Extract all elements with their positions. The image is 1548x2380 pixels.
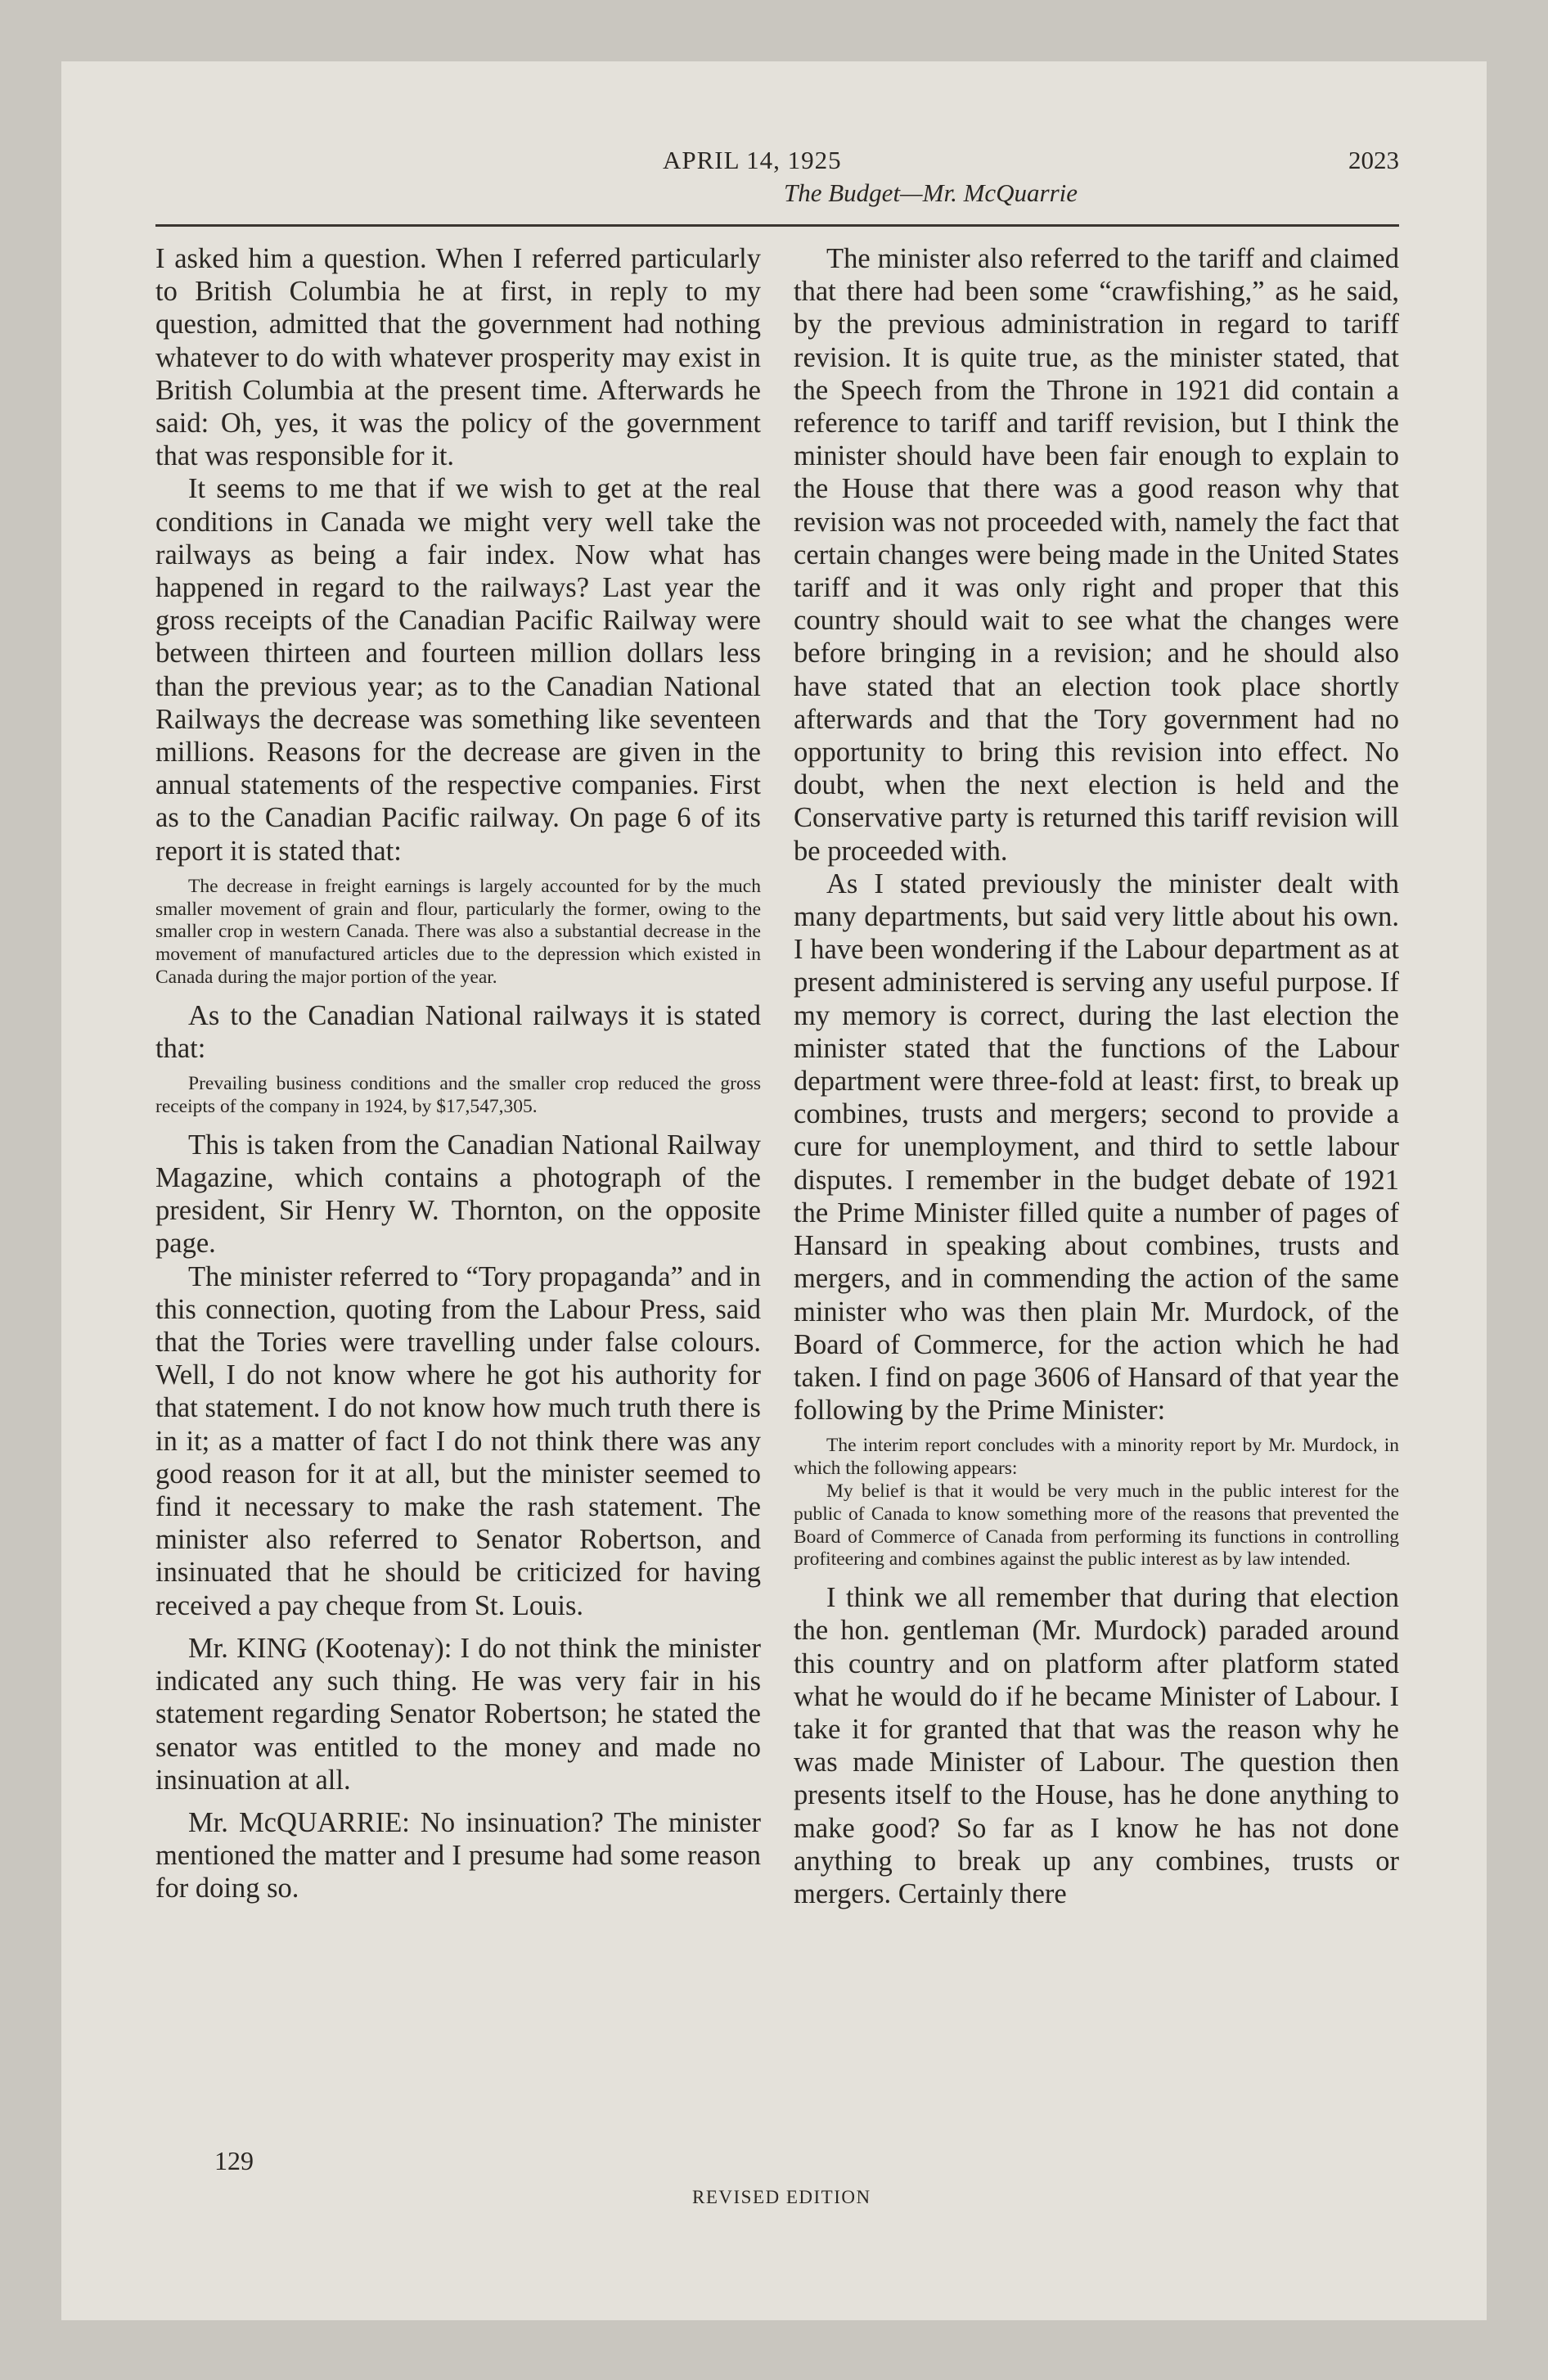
header-date: APRIL 14, 1925 <box>663 146 842 174</box>
block-quote <box>155 876 761 989</box>
header-page-number: 2023 <box>1348 146 1399 174</box>
block-quote <box>155 1073 761 1119</box>
paragraph: As to the Canadian National railways it is stated that: <box>155 999 761 1065</box>
left-column <box>155 242 761 1905</box>
quote-text: The interim report concludes with a minority report by Mr. Murdock, in which the following appears: <box>794 1435 1399 1480</box>
signature-number: 129 <box>214 2146 254 2175</box>
edition-label: REVISED EDITION <box>692 2187 871 2207</box>
header-rule <box>155 224 1399 227</box>
header-title: The Budget—Mr. McQuarrie <box>784 178 1078 207</box>
page-header <box>155 146 1399 219</box>
right-column <box>794 242 1399 1910</box>
paragraph: As I stated previously the minister dealt with many departments, but said very little about his own. I have been wondering if the Labour department as at present administered is serving any useful purpose. If my memory is correct, during the last election the minister stated that the functions of the Labour department were three-fold at least: first, to break up combines, trusts and mergers; second to provide a cure for unemployment, and third to settle labour disputes. I remember in the budget debate of 1921 the Prime Minister filled quite a number of pages of Hansard in speaking about combines, trusts and mergers, and in commending the action of the same minister who was then plain Mr. Murdock, of the Board of Commerce, for the action which he had taken. I find on page 3606 of Hansard of that year the following by the Prime Minister: <box>794 868 1399 1427</box>
quote-text: Prevailing business conditions and the smaller crop reduced the gross receipts of the company in 1924, by $17,547,305. <box>155 1073 761 1118</box>
paragraph: The minister also referred to the tariff and claimed that there had been some “crawfishing,” as he said, by the previous administration in regard to tariff revision. It is quite true, as the minister stated, that the Speech from the Throne in 1921 did contain a reference to tariff and tariff revision, but I think the minister should have been fair enough to explain to the House that there was a good reason why that revision was not proceeded with, namely the fact that certain changes were being made in the United States tariff and it was only right and proper that this country should wait to see what the changes were before bringing in a revision; and he should also have stated that an election took place shortly afterwards and that the Tory government had no opportunity to bring this revision into effect. No doubt, when the next election is held and the Conservative party is returned this tariff revision will be proceeded with. <box>794 243 1399 867</box>
quote-text: The decrease in freight earnings is largely accounted for by the much smaller movement of grain and flour, particularly the former, owing to the smaller crop in western Canada. There was also a substantial decrease in the movement of manufactured articles due to the depression which existed in Canada during the major portion of the year. <box>155 875 761 989</box>
quote-text: My belief is that it would be very much in the public interest for the public of Canada to know something more of the reasons that prevented the Board of Commerce of Canada from performing its functions in controlling profiteering and combines against the public interest as by law intended. <box>794 1480 1399 1571</box>
paragraph: It seems to me that if we wish to get at the real conditions in Canada we might very well take the railways as being a fair index. Now what has happened in regard to the railways? Last year the gross receipts of the Canadian Pacific Railway were between thirteen and fourteen million dollars less than the previous year; as to the Canadian National Railways the decrease was something like seventeen millions. Reasons for the decrease are given in the annual statements of the respective companies. First as to the Canadian Pacific railway. On page 6 of its report it is stated that: <box>155 473 761 867</box>
paragraph: I asked him a question. When I referred particularly to British Columbia he at first, in reply to my question, admitted that the government had nothing whatever to do with whatever prosperity may exist in British Columbia at the present time. Afterwards he said: Oh, yes, it was the policy of the government that was responsible for it. <box>155 243 761 472</box>
paragraph: Mr. McQUARRIE: No insinuation? The minister mentioned the matter and I presume had some reason for doing so. <box>155 1806 761 1904</box>
block-quote <box>794 1435 1399 1571</box>
paragraph: This is taken from the Canadian National Railway Magazine, which contains a photograph of the president, Sir Henry W. Thornton, on the opposite page. <box>155 1129 761 1260</box>
paragraph: Mr. KING (Kootenay): I do not think the minister indicated any such thing. He was very fair in his statement regarding Senator Robertson; he stated the senator was entitled to the money and made no insinuation at all. <box>155 1632 761 1796</box>
paragraph: I think we all remember that during that election the hon. gentleman (Mr. Murdock) paraded around this country and on platform after platform stated what he would do if he became Minister of Labour. I take it for granted that that was the reason why he was made Minister of Labour. The question then presents itself to the House, has he done anything to make good? So far as I know he has not done anything to break up any combines, trusts or mergers. Certainly there <box>794 1582 1399 1909</box>
paragraph: The minister referred to “Tory propaganda” and in this connection, quoting from the Labour Press, said that the Tories were travelling under false colours. Well, I do not know where he got his authority for that statement. I do not know how much truth there is in it; as a matter of fact I do not think there was any good reason for it at all, but the minister seemed to find it necessary to make the rash statement. The minister also referred to Senator Robertson, and insinuated that he should be criticized for having received a pay cheque from St. Louis. <box>155 1260 761 1621</box>
